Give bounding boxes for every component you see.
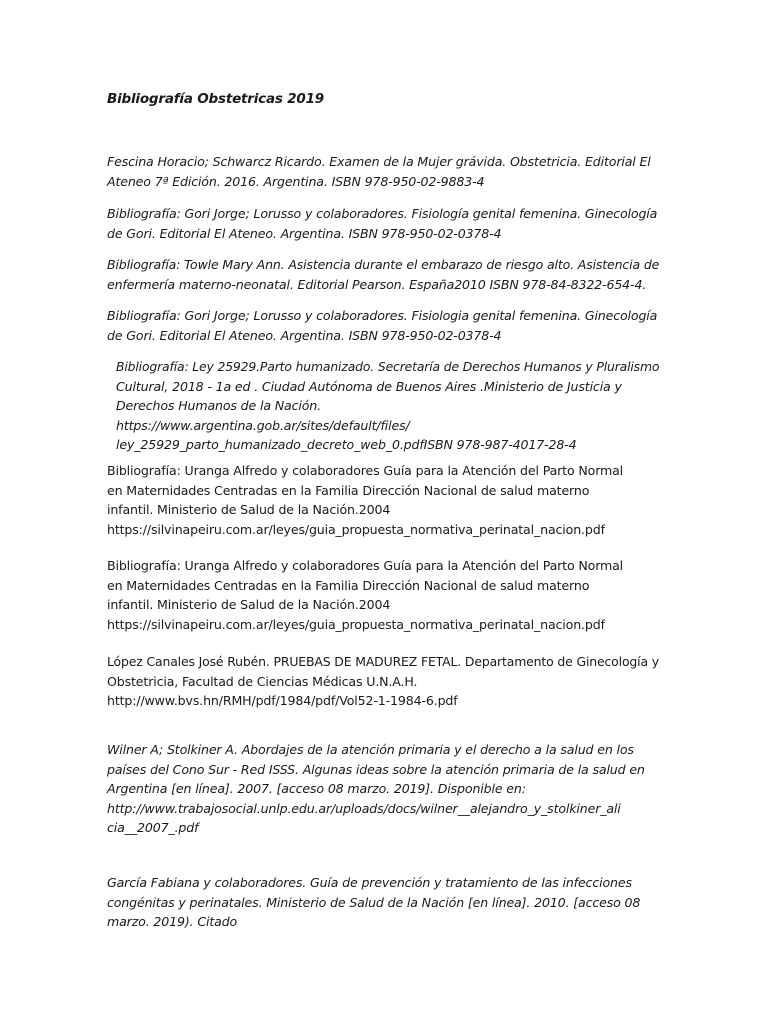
entry-url[interactable]: http://www.bvs.hn/RMH/pdf/1984/pdf/Vol52-1-1984-6.pdf: [107, 693, 458, 709]
document-title: Bibliografía Obstetricas 2019: [107, 91, 324, 107]
entry-line: marzo. 2019). Citado: [107, 914, 238, 930]
entry-line: en Maternidades Centradas en la Familia Dirección Nacional de salud materno: [107, 577, 590, 593]
entry-url[interactable]: https://www.argentina.gob.ar/sites/default/files/: [116, 417, 410, 433]
bibliography-entry-towle: [107, 255, 659, 294]
bibliography-entry-uranga-1: [107, 461, 659, 539]
entry-line: infantil. Ministerio de Salud de la Nación.2004: [107, 502, 391, 518]
bibliography-entry-gori-1: [107, 204, 659, 243]
bibliography-entry-fescina: [107, 152, 659, 191]
entry-url[interactable]: http://www.trabajosocial.unlp.edu.ar/uploads/docs/wilner__alejandro_y_stolkiner_ali: [107, 800, 621, 816]
entry-line: Obstetricia, Facultad de Ciencias Médicas U.N.A.H.: [107, 673, 418, 689]
bibliography-entry-lopez-canales: [107, 652, 659, 711]
bibliography-entry-uranga-2: [107, 556, 659, 634]
entry-line: de Gori. Editorial El Ateneo. Argentina. ISBN 978-950-02-0378-4: [107, 225, 502, 241]
entry-line: congénitas y perinatales. Ministerio de Salud de la Nación [en línea]. 2010. [acceso 08: [107, 894, 641, 910]
bibliography-entry-wilner: [107, 740, 659, 838]
entry-line: Fescina Horacio; Schwarcz Ricardo. Examen de la Mujer grávida. Obstetricia. Editorial El: [107, 154, 651, 169]
entry-url[interactable]: https://silvinapeiru.com.ar/leyes/guia_propuesta_normativa_perinatal_nacion.pdf: [107, 616, 605, 632]
entry-line: infantil. Ministerio de Salud de la Nación.2004: [107, 597, 391, 613]
entry-line: Argentina [en línea]. 2007. [acceso 08 marzo. 2019]. Disponible en:: [107, 781, 526, 797]
entry-url[interactable]: cia__2007_.pdf: [107, 820, 199, 836]
entry-line: Bibliografía: Gori Jorge; Lorusso y colaboradores. Fisiologia genital femenina. Ginecología: [107, 308, 658, 323]
entry-line: en Maternidades Centradas en la Familia Dirección Nacional de salud materno: [107, 482, 590, 498]
bibliography-entry-ley-25929: [116, 357, 659, 455]
bibliography-entry-gori-2: [107, 306, 659, 345]
entry-url[interactable]: https://silvinapeiru.com.ar/leyes/guia_propuesta_normativa_perinatal_nacion.pdf: [107, 521, 605, 537]
entry-line: países del Cono Sur - Red ISSS. Algunas ideas sobre la atención primaria de la salud en: [107, 761, 645, 777]
entry-line: Derechos Humanos de la Nación.: [116, 398, 321, 414]
entry-line: Bibliografía: Gori Jorge; Lorusso y colaboradores. Fisiología genital femenina. Ginecología: [107, 206, 658, 221]
entry-line: Cultural, 2018 - 1a ed . Ciudad Autónoma de Buenos Aires .Ministerio de Justicia y: [116, 378, 622, 394]
entry-line: Bibliografía: Ley 25929.Parto humanizado. Secretaría de Derechos Humanos y Pluralismo: [116, 359, 660, 374]
entry-line: de Gori. Editorial El Ateneo. Argentina. ISBN 978-950-02-0378-4: [107, 327, 502, 343]
bibliography-entry-garcia: [107, 873, 659, 932]
entry-line: García Fabiana y colaboradores. Guía de prevención y tratamiento de las infecciones: [107, 875, 632, 890]
entry-line: Wilner A; Stolkiner A. Abordajes de la atención primaria y el derecho a la salud en los: [107, 742, 634, 757]
entry-line: López Canales José Rubén. PRUEBAS DE MADUREZ FETAL. Departamento de Ginecología y: [107, 654, 659, 669]
entry-line: enfermería materno-neonatal. Editorial Pearson. España2010 ISBN 978-84-8322-654-4.: [107, 276, 647, 292]
entry-line: Bibliografía: Towle Mary Ann. Asistencia durante el embarazo de riesgo alto. Asistencia de: [107, 257, 660, 272]
entry-url[interactable]: ley_25929_parto_humanizado_decreto_web_0.pdfISBN 978-987-4017-28-4: [116, 437, 577, 453]
entry-line: Bibliografía: Uranga Alfredo y colaboradores Guía para la Atención del Parto Normal: [107, 558, 624, 573]
entry-line: Bibliografía: Uranga Alfredo y colaboradores Guía para la Atención del Parto Normal: [107, 463, 624, 478]
entry-line: Ateneo 7ª Edición. 2016. Argentina. ISBN 978-950-02-9883-4: [107, 173, 485, 189]
